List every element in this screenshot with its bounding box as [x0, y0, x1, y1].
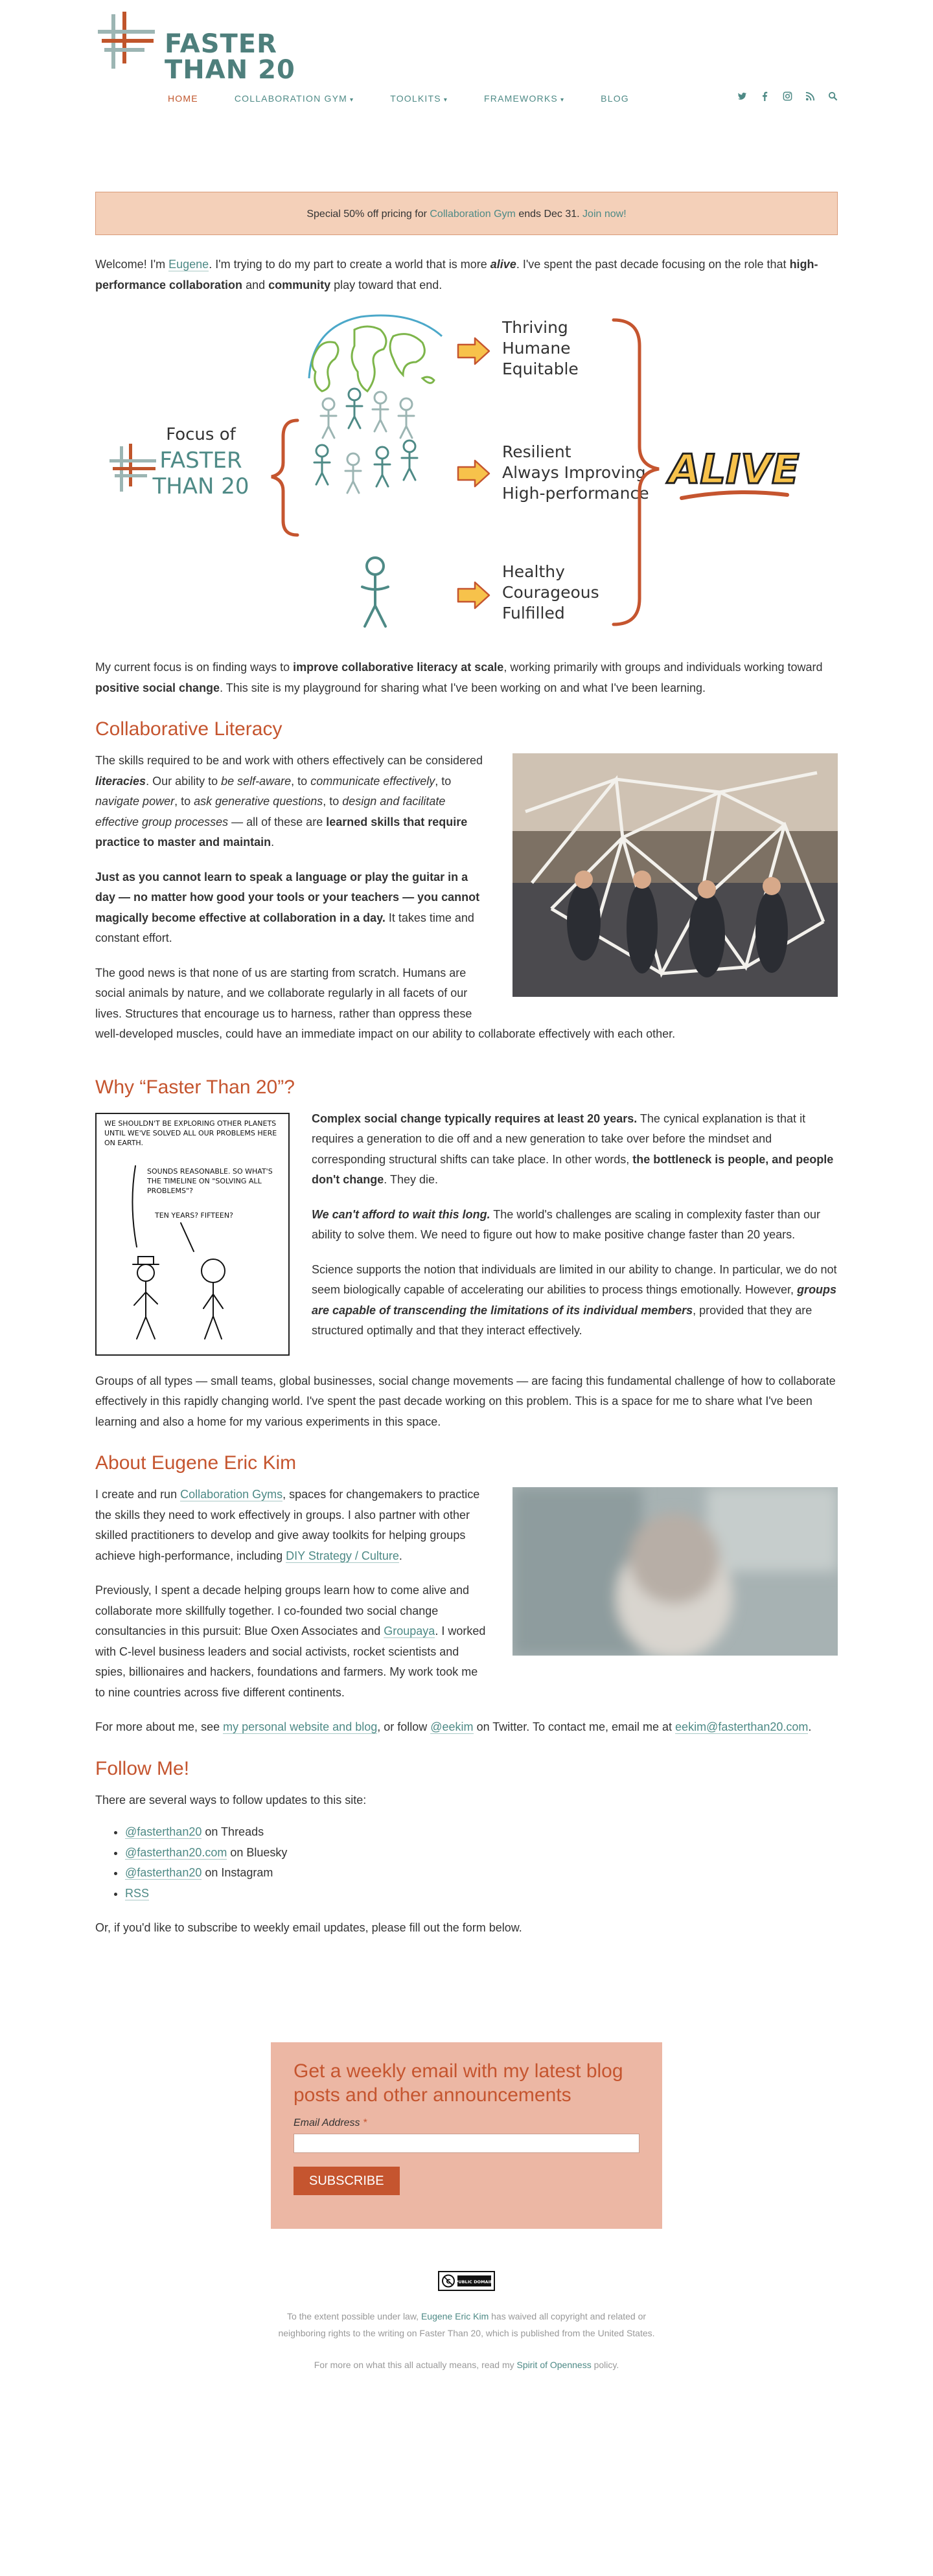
- faster-than-20-mini-logo: [109, 444, 156, 492]
- personal-website-link[interactable]: my personal website and blog: [223, 1720, 378, 1733]
- collab-italic: design and facilitate effective group processes: [95, 795, 446, 828]
- follow-suffix: on Instagram: [202, 1866, 273, 1879]
- site-header: [95, 0, 838, 133]
- focus-diagram: [95, 307, 838, 641]
- nav-collaboration-gym[interactable]: [235, 94, 354, 104]
- threads-link[interactable]: @fasterthan20: [125, 1825, 202, 1838]
- instagram-link[interactable]: @fasterthan20: [125, 1866, 202, 1879]
- focus-text: . This site is my playground for sharing what I've been working on and what I've been learning.: [220, 681, 706, 694]
- eekim-twitter-link[interactable]: @eekim: [430, 1720, 474, 1733]
- cc-public-domain-icon: [439, 2272, 494, 2290]
- footer-text: For more on what this all actually means, read my: [314, 2359, 517, 2370]
- subscribe-heading: Get a weekly email with my latest blog posts and other announcements: [294, 2060, 623, 2106]
- nav-collaboration-gym-label: COLLABORATION GYM: [234, 93, 347, 104]
- footer-line-1: [95, 2308, 838, 2325]
- badge-text: PUBLIC DOMAIN: [455, 2279, 494, 2285]
- collab-text: . Our ability to: [146, 774, 222, 788]
- promo-banner: [95, 192, 838, 235]
- collab-text: , to: [435, 774, 452, 788]
- nav-frameworks-label: FRAMEWORKS: [484, 93, 558, 104]
- footer-line-3: [95, 2356, 838, 2374]
- twitter-icon[interactable]: [737, 91, 747, 103]
- focus-text: , working primarily with groups and individuals working toward: [503, 661, 823, 674]
- nav-toolkits-label: TOOLKITS: [390, 93, 441, 104]
- chevron-down-icon: ▾: [560, 97, 565, 104]
- groupaya-link[interactable]: Groupaya: [384, 1624, 435, 1637]
- nav-home[interactable]: [168, 94, 198, 104]
- site-footer: [95, 2271, 838, 2419]
- nav-frameworks[interactable]: [484, 94, 564, 104]
- follow-heading: Follow Me!: [95, 1757, 190, 1779]
- nav-blog-label: BLOG: [601, 93, 629, 104]
- outcome-text: Humane: [502, 339, 571, 358]
- alive-word: ALIVE: [669, 446, 800, 493]
- person-icon: [362, 558, 388, 626]
- arrow-icons: [458, 338, 489, 608]
- why-bold-italic: We can't afford to wait this long.: [312, 1207, 490, 1221]
- collab-paragraph-3: The good news is that none of us are starting from scratch. Humans are social animals by nature, and we collaborate regularly in all facets of our lives. Structures that encourage us to harness, rather than oppress these well-developed muscles, could have an immediate impact on our ability to collaborate effectively with each other.: [95, 966, 676, 1040]
- subscribe-button[interactable]: SUBSCRIBE: [294, 2167, 400, 2195]
- email-field[interactable]: [294, 2134, 639, 2153]
- search-icon[interactable]: [828, 91, 838, 103]
- main-nav: [168, 94, 665, 104]
- intro-text: play toward that end.: [330, 278, 443, 291]
- nav-toolkits[interactable]: [390, 94, 448, 104]
- instagram-icon[interactable]: [783, 91, 792, 103]
- comic-caption-2: SOUNDS REASONABLE. SO WHAT'S THE TIMELINE ON "SOLVING ALL PROBLEMS"?: [147, 1167, 273, 1195]
- outcome-text: Healthy: [502, 562, 565, 581]
- outcome-text: Thriving: [502, 318, 568, 337]
- collab-text: It takes time and constant effort.: [95, 911, 474, 944]
- intro-text: and: [242, 278, 269, 291]
- about-text: .: [808, 1720, 812, 1733]
- why-bold: Complex social change typically requires at least 20 years.: [312, 1111, 638, 1125]
- about-heading: About Eugene Eric Kim: [95, 1452, 297, 1474]
- email-label: [294, 2117, 639, 2130]
- follow-suffix: on Threads: [202, 1825, 264, 1838]
- intro-text: . I've spent the past decade focusing on the role that: [516, 258, 790, 271]
- collab-text: The skills required to be and work with others effectively can be considered: [95, 754, 483, 767]
- rss-link[interactable]: RSS: [125, 1886, 150, 1900]
- why-bold: the bottleneck is people, and people don't change: [312, 1152, 834, 1186]
- list-item: [125, 1863, 838, 1884]
- about-text: , spaces for changemakers to practice the skills they need to work effectively in groups. I also partner with other skilled practitioners to develop and give away toolkits for helping groups achieve high-performance, including: [95, 1488, 480, 1562]
- eugene-photo: [513, 1487, 838, 1656]
- outcome-text: High-performance: [502, 484, 649, 503]
- subscribe-form: [271, 2042, 662, 2229]
- intro-paragraph: [95, 255, 838, 295]
- collab-literacies: literacies: [95, 774, 146, 788]
- list-item: [125, 1822, 838, 1843]
- bluesky-link[interactable]: @fasterthan20.com: [125, 1845, 227, 1859]
- about-paragraph-3: [95, 1717, 838, 1738]
- about-text: Previously, I spent a decade helping groups learn how to come alive and collaborate more skillfully together. I co-founded two social change consultancies in this pursuit: Blue Oxen Associates and: [95, 1584, 470, 1637]
- collab-text: .: [271, 836, 275, 849]
- comic-caption-1: WE SHOULDN'T BE EXPLORING OTHER PLANETS UNTIL WE'VE SOLVED ALL OUR PROBLEMS HERE ON EARTH.: [104, 1119, 277, 1147]
- diy-strategy-link[interactable]: DIY Strategy / Culture: [286, 1549, 399, 1562]
- collab-text: , to: [174, 795, 194, 808]
- follow-outro: Or, if you'd like to subscribe to weekly email updates, please fill out the form below.: [95, 1921, 522, 1934]
- collaboration-gyms-link[interactable]: Collaboration Gyms: [180, 1488, 283, 1501]
- alive-graphic: [666, 446, 800, 498]
- facebook-icon[interactable]: [760, 91, 770, 103]
- social-links: [737, 91, 838, 103]
- about-text: For more about me, see: [95, 1720, 224, 1733]
- intro-alive: alive: [490, 258, 516, 271]
- logo-mark-icon: [95, 9, 160, 74]
- follow-suffix: on Bluesky: [227, 1845, 288, 1859]
- footer-text: has waived all copyright and related or: [489, 2310, 647, 2321]
- about-text: , or follow: [377, 1720, 431, 1733]
- footer-text: To the extent possible under law,: [286, 2310, 421, 2321]
- why-text: Science supports the notion that individuals are limited in our ability to change. In particular, we do not seem biologically capable of accelerating our abilities to process things emotionally. However,: [312, 1262, 837, 1296]
- footer-line-2: neighboring rights to the writing on Faster Than 20, which is published from the United States.: [278, 2328, 655, 2339]
- rss-icon[interactable]: [805, 91, 815, 103]
- why-paragraph-4: Groups of all types — small teams, global businesses, social change movements — are facing this fundamental challenge of how to collaborate effectively in this rapidly changing world. I've spent the past decade working on this problem. This is a space for me to share what I've been learning and also a home for my various experiments in this space.: [95, 1374, 836, 1428]
- focus-paragraph: [95, 657, 838, 698]
- why-bold-italic: groups are capable of transcending the limitations of its individual members: [312, 1283, 837, 1317]
- banner-join-link[interactable]: Join now!: [582, 209, 627, 220]
- about-text: I create and run: [95, 1488, 181, 1501]
- left-brace: [271, 420, 297, 535]
- collaboration-photo: [513, 753, 838, 997]
- intro-community: community: [268, 278, 331, 291]
- comic-caption-3: TEN YEARS? FIFTEEN?: [155, 1211, 233, 1220]
- collab-text: , to: [323, 795, 343, 808]
- comic-image: [97, 1114, 288, 1354]
- collab-text: — all of these are: [228, 815, 327, 828]
- why-heading: Why “Faster Than 20”?: [95, 1076, 295, 1098]
- email-label-text: Email Address: [294, 2117, 360, 2128]
- hero-logo-line1: FASTER: [159, 448, 242, 473]
- collab-italic: be self-aware: [221, 774, 292, 788]
- why-text: , provided that they are structured optimally and that they interact effectively.: [312, 1303, 812, 1337]
- collab-italic: ask generative questions: [194, 795, 323, 808]
- site-logo[interactable]: [95, 9, 367, 85]
- banner-gym-link[interactable]: Collaboration Gym: [430, 209, 516, 220]
- site-title: FASTER THAN 20: [165, 29, 295, 85]
- focus-text: My current focus is on finding ways to: [95, 661, 294, 674]
- eugene-link[interactable]: Eugene: [168, 258, 209, 271]
- nav-home-label: HOME: [168, 93, 198, 104]
- svg-text:C: C: [446, 2278, 451, 2285]
- spirit-of-openness-link[interactable]: Spirit of Openness: [516, 2359, 592, 2370]
- why-text: The world's challenges are scaling in complexity faster than our ability to solve them. We need to figure out how to make positive change faster than 20 years.: [312, 1207, 820, 1241]
- focus-diagram-graphic: [95, 307, 838, 641]
- public-domain-badge[interactable]: [438, 2271, 495, 2291]
- geodesic-structure-image: [513, 753, 838, 997]
- collab-bold: Just as you cannot learn to speak a language or play the guitar in a day — no matter how good your tools or your teachers — you cannot magically become effective at collaboration in a day.: [95, 870, 480, 924]
- banner-text-mid: ends Dec 31.: [515, 209, 583, 220]
- collab-bold: learned skills that require practice to master and maintain: [95, 815, 468, 849]
- outcome-text: Always Improving: [502, 463, 646, 482]
- about-text: . I worked with C-level business leaders and social activists, rocket scientists and spies, billionaires and hackers, foundations and farmers. My work took me to nine countries across five different continents.: [95, 1624, 486, 1699]
- footer-author-link[interactable]: Eugene Eric Kim: [420, 2310, 489, 2321]
- nav-blog[interactable]: [601, 94, 629, 104]
- banner-text: Special 50% off pricing for: [306, 209, 430, 220]
- why-text: . They die.: [384, 1173, 438, 1186]
- focus-bold: improve collaborative literacy at scale: [293, 661, 504, 674]
- collab-italic: communicate effectively: [310, 774, 435, 788]
- about-text: on Twitter. To contact me, email me at: [473, 1720, 676, 1733]
- focus-of-label: Focus of: [166, 425, 236, 444]
- intro-hpc: high-performance collaboration: [95, 258, 818, 291]
- people-group-icon: [314, 389, 417, 493]
- intro-text: . I'm trying to do my part to create a world that is more: [209, 258, 490, 271]
- follow-intro: There are several ways to follow updates to this site:: [95, 1793, 367, 1807]
- outcome-text: Resilient: [502, 442, 571, 461]
- footer-text: policy.: [591, 2359, 619, 2370]
- collaborative-literacy-heading: Collaborative Literacy: [95, 718, 282, 740]
- hero-logo-line2: THAN 20: [152, 473, 249, 499]
- xkcd-comic: [95, 1113, 290, 1356]
- outcome-text: Fulfilled: [502, 604, 565, 622]
- globe-icon: [309, 315, 442, 391]
- intro-text: Welcome! I'm: [95, 258, 169, 271]
- email-link[interactable]: eekim@fasterthan20.com: [675, 1720, 809, 1733]
- collab-text: , to: [291, 774, 311, 788]
- chevron-down-icon: ▾: [349, 97, 354, 104]
- collab-italic: navigate power: [95, 795, 175, 808]
- outcome-text: Equitable: [502, 359, 579, 378]
- blurred-portrait-image: [513, 1487, 838, 1656]
- required-marker: *: [363, 2117, 367, 2128]
- chevron-down-icon: ▾: [443, 97, 448, 104]
- focus-bold: positive social change: [95, 681, 220, 694]
- why-text: The cynical explanation is that it requires a generation to die off and a new generation to take over before the mindset and corresponding structural shifts can take place. In other words,: [312, 1111, 806, 1166]
- follow-list: [125, 1822, 838, 1904]
- list-item: [125, 1843, 838, 1864]
- about-text: .: [398, 1549, 402, 1562]
- outcome-text: Courageous: [502, 583, 599, 602]
- list-item: [125, 1884, 838, 1904]
